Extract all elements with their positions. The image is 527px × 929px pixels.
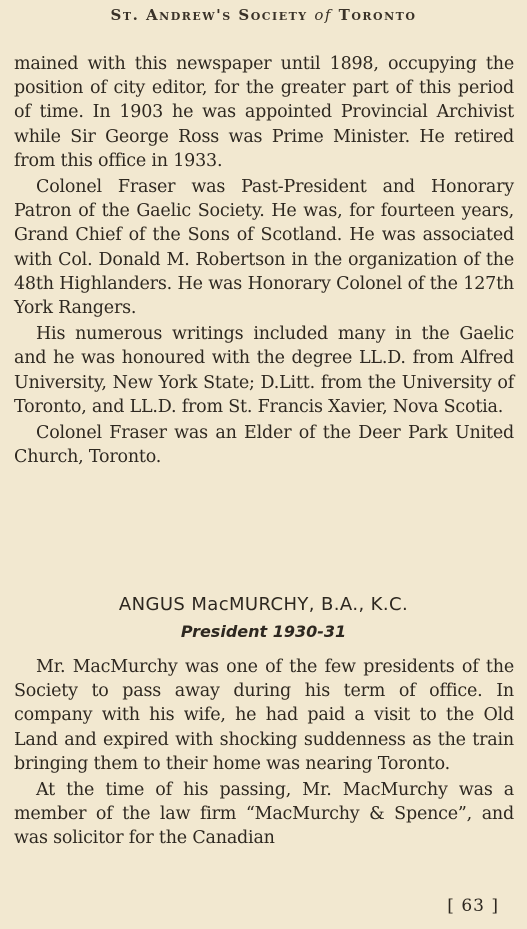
page-number: [ 63 ]: [447, 896, 499, 916]
running-head-text-b: Toronto: [331, 6, 417, 24]
running-head-of: of: [314, 6, 332, 24]
paragraph: His numerous writings included many in the Gaelic and he was honoured with the degree LL.D. from Alfred University, New York State; D.Litt. from the University of Toronto, and LL.D. from St. Francis Xavier, Nova Scotia.: [14, 324, 514, 417]
paragraph: mained with this newspaper until 1898, occupying the position of city editor, for the greater part of this period of time. In 1903 he was appointed Provincial Archivist while Sir George Ross was Prime Minister. He retired from this office in 1933.: [14, 54, 514, 171]
body-text-fraser: [14, 52, 514, 471]
running-head-text-a: St. Andrew's Society: [110, 6, 315, 24]
paragraph: Colonel Fraser was Past-President and Honorary Patron of the Gaelic Society. He was, for fourteen years, Grand Chief of the Sons of Scotland. He was associated with Col. Donald M. Robertson in the organization of the 48th Highlanders. He was Honorary Colonel of the 127th York Rangers.: [14, 177, 514, 319]
paragraph: Mr. MacMurchy was one of the few presidents of the Society to pass away during his term of office. In company with his wife, he had paid a visit to the Old Land and expired with shocking suddenness as the train bringing them to their home was nearing Toronto.: [14, 657, 514, 774]
section-title: ANGUS MacMURCHY, B.A., K.C.: [118, 594, 409, 615]
section-subtitle: President 1930-31: [180, 622, 347, 641]
running-head: [0, 6, 527, 24]
paragraph: Colonel Fraser was an Elder of the Deer Park United Church, Toronto.: [14, 423, 514, 468]
body-text-macmurchy: [14, 655, 514, 853]
paragraph: At the time of his passing, Mr. MacMurchy was a member of the law firm “MacMurchy & Spence”, and was solicitor for the Canadian: [14, 780, 514, 849]
